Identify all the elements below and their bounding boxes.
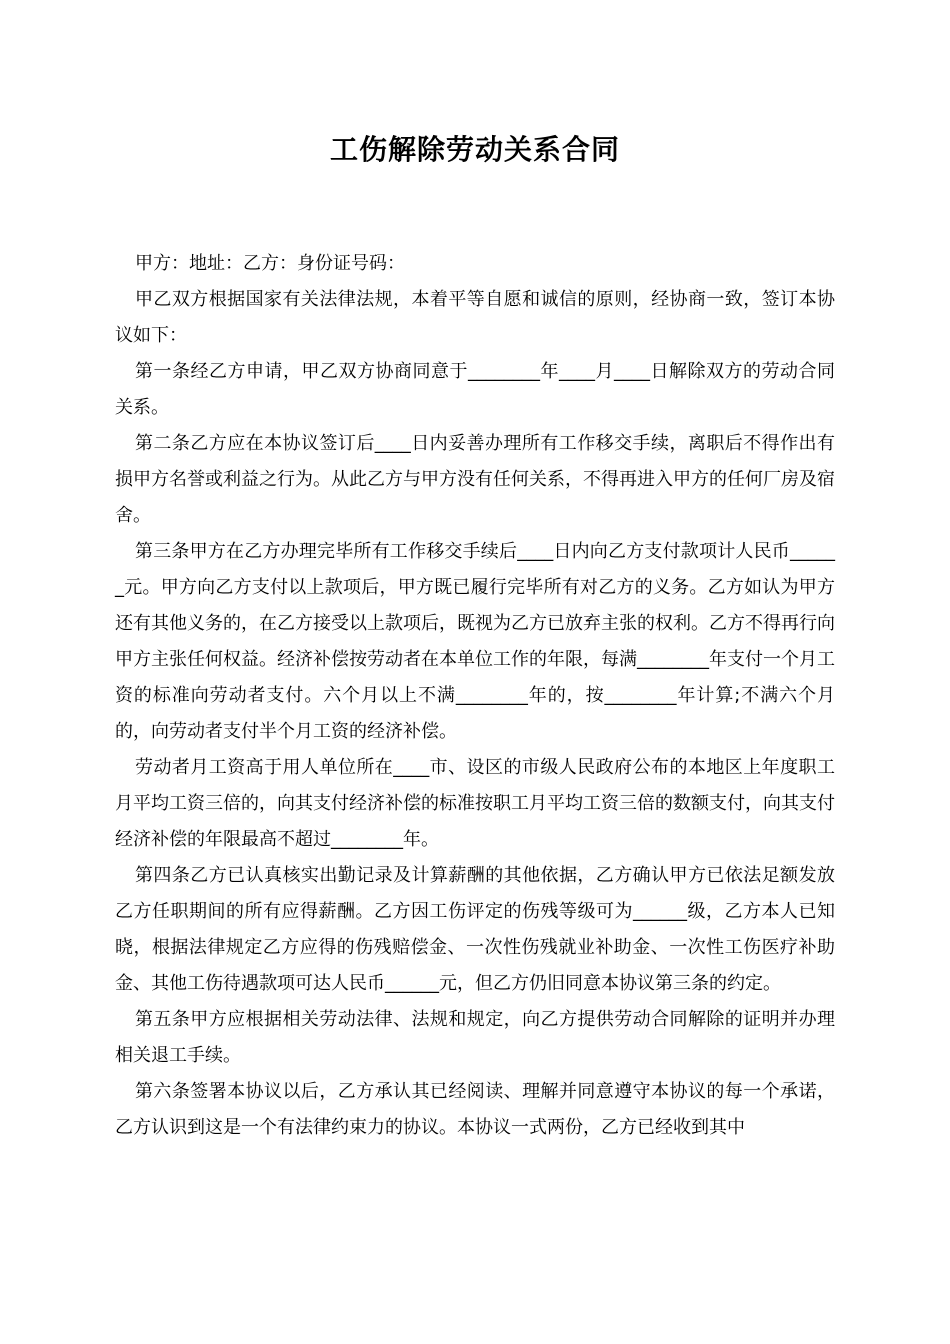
article-5-paragraph: 第五条甲方应根据相关劳动法律、法规和规定，向乙方提供劳动合同解除的证明并办理相关退工手续。 [115, 1009, 835, 1066]
article-1-paragraph: 第一条经乙方申请，甲乙双方协商同意于________年____月____日解除双方的劳动合同关系。 [115, 361, 835, 418]
wage-cap-paragraph: 劳动者月工资高于用人单位所在____市、设区的市级人民政府公布的本地区上年度职工月平均工资三倍的，向其支付经济补偿的标准按职工月平均工资三倍的数额支付，向其支付经济补偿的年限最高不超过________年。 [115, 757, 835, 850]
article-3-paragraph: 第三条甲方在乙方办理完毕所有工作移交手续后____日内向乙方支付款项计人民币______元。甲方向乙方支付以上款项后，甲方既已履行完毕所有对乙方的义务。乙方如认为甲方还有其他义务的，在乙方接受以上款项后，既视为乙方已放弃主张的权利。乙方不得再行向甲方主张任何权益。经济补偿按劳动者在本单位工作的年限，每满________年支付一个月工资的标准向劳动者支付。六个月以上不满________年的，按________年计算;不满六个月的，向劳动者支付半个月工资的经济补偿。 [115, 541, 835, 742]
article-6-paragraph: 第六条签署本协议以后，乙方承认其已经阅读、理解并同意遵守本协议的每一个承诺，乙方认识到这是一个有法律约束力的协议。本协议一式两份，乙方已经收到其中 [115, 1081, 835, 1138]
article-4-paragraph: 第四条乙方已认真核实出勤记录及计算薪酬的其他依据，乙方确认甲方已依法足额发放乙方任职期间的所有应得薪酬。乙方因工伤评定的伤残等级可为______级，乙方本人已知晓，根据法律规定乙方应得的伤残赔偿金、一次性伤残就业补助金、一次性工伤医疗补助金、其他工伤待遇款项可达人民币______元，但乙方仍旧同意本协议第三条的约定。 [115, 865, 835, 994]
preamble-paragraph: 甲乙双方根据国家有关法律法规，本着平等自愿和诚信的原则，经协商一致，签订本协议如下： [115, 289, 835, 346]
document-body [115, 246, 835, 1146]
document-title: 工伤解除劳动关系合同 [329, 133, 620, 166]
article-2-paragraph: 第二条乙方应在本协议签订后____日内妥善办理所有工作移交手续，离职后不得作出有损甲方名誉或利益之行为。从此乙方与甲方没有任何关系，不得再进入甲方的任何厂房及宿舍。 [115, 433, 835, 526]
party-info-paragraph: 甲方：地址：乙方：身份证号码： [135, 253, 405, 274]
